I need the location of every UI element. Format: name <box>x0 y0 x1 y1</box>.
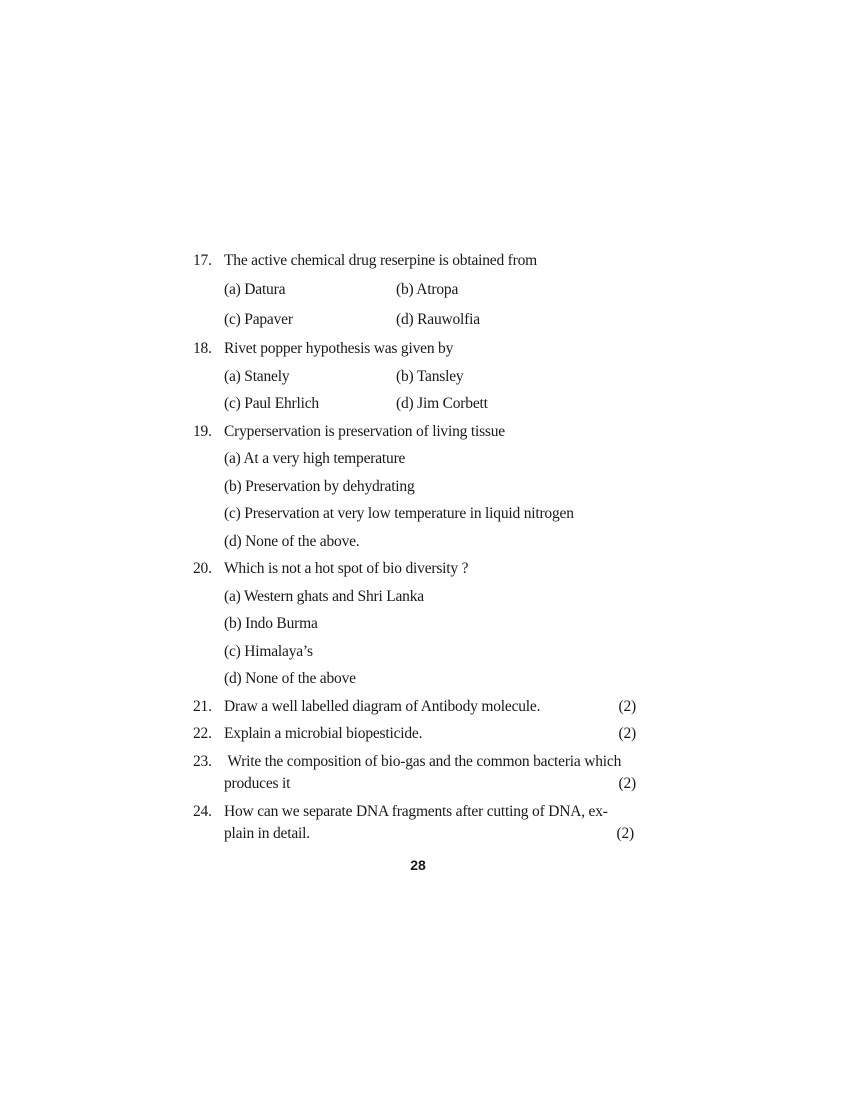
option-c: (c) Preservation at very low temperature in liquid nitrogen <box>224 505 574 522</box>
question-number: 22. <box>193 725 212 742</box>
marks: (2) <box>618 725 636 742</box>
question-number: 17. <box>193 252 212 269</box>
question-number: 21. <box>193 698 212 715</box>
option-d: (d) Jim Corbett <box>396 395 488 412</box>
option-b: (b) Atropa <box>396 281 459 298</box>
question-number: 20. <box>193 560 212 577</box>
question-text: Cryperservation is preservation of living tissue <box>224 423 505 440</box>
question-text-continued: plain in detail. <box>224 825 310 842</box>
page-number: 28 <box>410 857 426 873</box>
question-text: Explain a microbial biopesticide. <box>224 725 423 742</box>
question-number: 18. <box>193 340 212 357</box>
question-text: The active chemical drug reserpine is obtained from <box>224 252 538 269</box>
question-number: 19. <box>193 423 212 440</box>
question-text: Write the composition of bio-gas and the common bacteria which <box>224 753 622 770</box>
option-a: (a) Western ghats and Shri Lanka <box>224 588 424 605</box>
option-d: (d) None of the above. <box>224 533 360 550</box>
question-number: 24. <box>193 803 212 820</box>
option-a: (a) Datura <box>224 281 286 298</box>
marks: (2) <box>618 775 636 792</box>
option-b: (b) Indo Burma <box>224 615 318 632</box>
option-b: (b) Tansley <box>396 368 464 385</box>
marks: (2) <box>616 825 634 842</box>
question-text: Rivet popper hypothesis was given by <box>224 340 454 357</box>
question-text: Draw a well labelled diagram of Antibody molecule. <box>224 698 541 715</box>
option-a: (a) At a very high temperature <box>224 450 406 467</box>
option-c: (c) Paul Ehrlich <box>224 395 319 412</box>
option-d: (d) Rauwolfia <box>396 311 480 328</box>
option-c: (c) Papaver <box>224 311 293 328</box>
question-text-continued: produces it <box>224 775 291 792</box>
question-text: Which is not a hot spot of bio diversity ? <box>224 560 469 577</box>
option-a: (a) Stanely <box>224 368 290 385</box>
option-d: (d) None of the above <box>224 670 356 687</box>
question-number: 23. <box>193 753 212 770</box>
option-c: (c) Himalaya’s <box>224 643 313 660</box>
option-b: (b) Preservation by dehydrating <box>224 478 415 495</box>
question-text: How can we separate DNA fragments after cutting of DNA, ex- <box>224 803 608 820</box>
marks: (2) <box>618 698 636 715</box>
